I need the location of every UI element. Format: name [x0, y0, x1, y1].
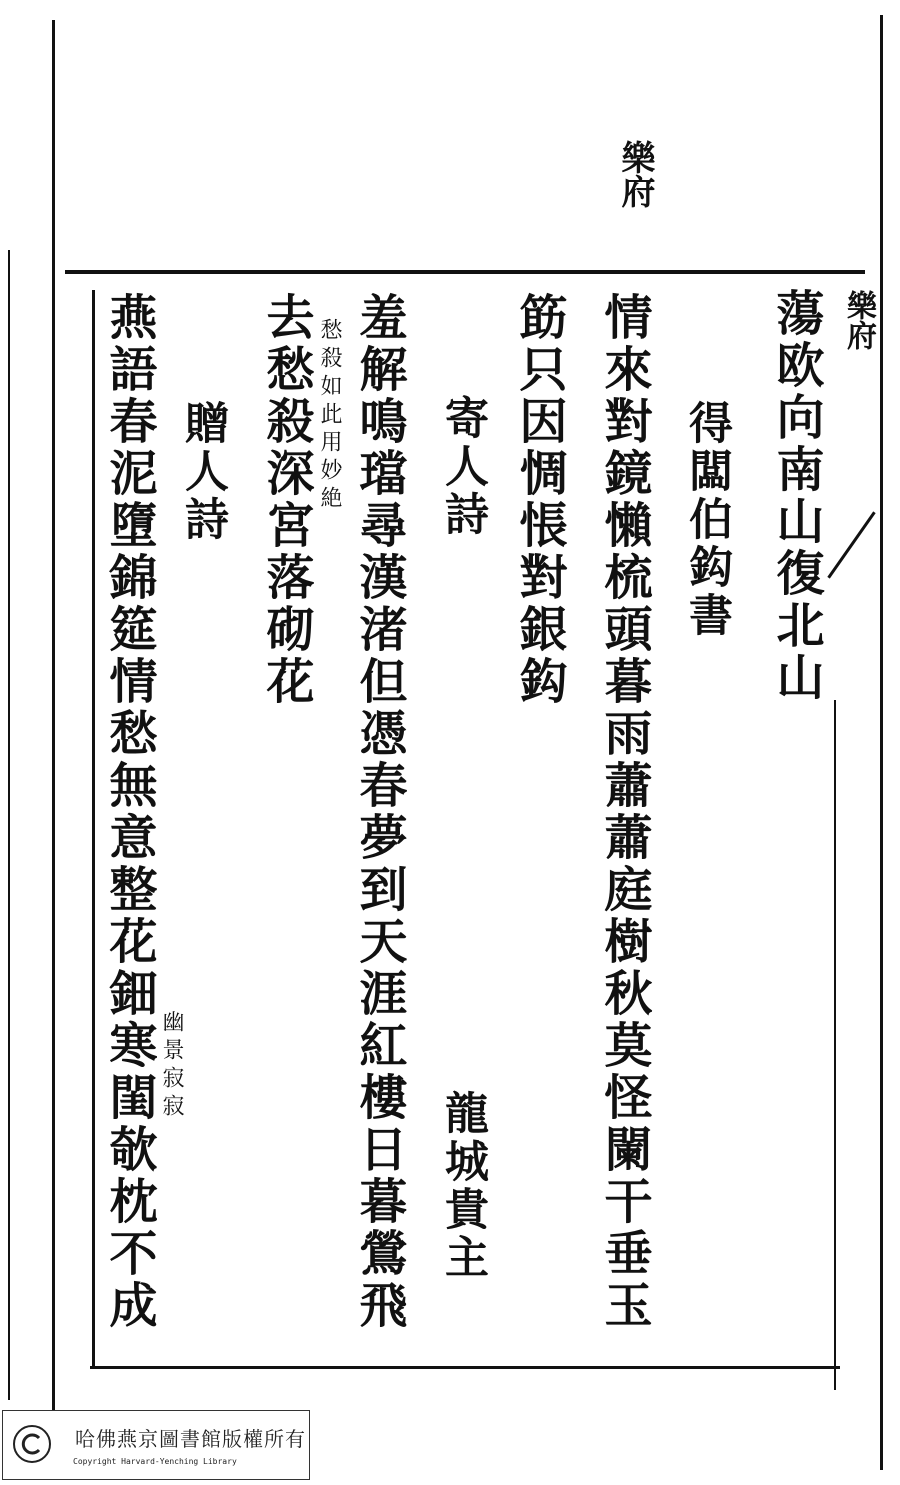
margin-label: 樂府 [841, 290, 876, 350]
copyright-icon [11, 1423, 53, 1465]
text-column-2: 情來對鏡懶梳頭暮雨蕭蕭庭樹秋莫怪闌干垂玉 [596, 292, 652, 1332]
header-stamp: 樂府 [615, 140, 655, 208]
left-outer-border [52, 20, 55, 1420]
left-inner-border [92, 290, 95, 1368]
title-poem-1: 寄人詩 [437, 395, 488, 539]
text-column-5: 去愁殺深宮落砌花 [258, 292, 314, 708]
copyright-english: Copyright Harvard-Yenching Library [73, 1457, 237, 1466]
slash-mark [827, 511, 875, 578]
copyright-chinese: 哈佛燕京圖書館版權所有 [75, 1427, 306, 1451]
title-letter: 得闆伯鈎書 [681, 400, 732, 640]
title-poem-2: 贈人詩 [177, 400, 228, 544]
text-column-1: 蕩欧向南山復北山 [768, 288, 824, 704]
text-column-3: 筯只因惆悵對銀鈎 [511, 292, 567, 708]
right-inner-border [834, 700, 836, 1390]
top-border-line [65, 270, 865, 274]
bottom-border-line [90, 1366, 840, 1369]
left-edge-line [8, 250, 10, 1400]
author-name: 龍城貴主 [437, 1090, 488, 1282]
text-column-4: 羞解鳴璫尋漢渚但憑春夢到天涯紅樓日暮鶯飛 [351, 292, 407, 1332]
right-border-line [880, 15, 883, 1470]
text-column-6: 燕語春泥墮錦筵情愁無意整花鈿寒閨欹枕不成 [101, 292, 157, 1332]
commentary-1: 愁殺如此用妙絶 [317, 318, 342, 514]
commentary-2: 幽景寂寂 [159, 1010, 184, 1122]
copyright-stamp [2, 1410, 310, 1480]
